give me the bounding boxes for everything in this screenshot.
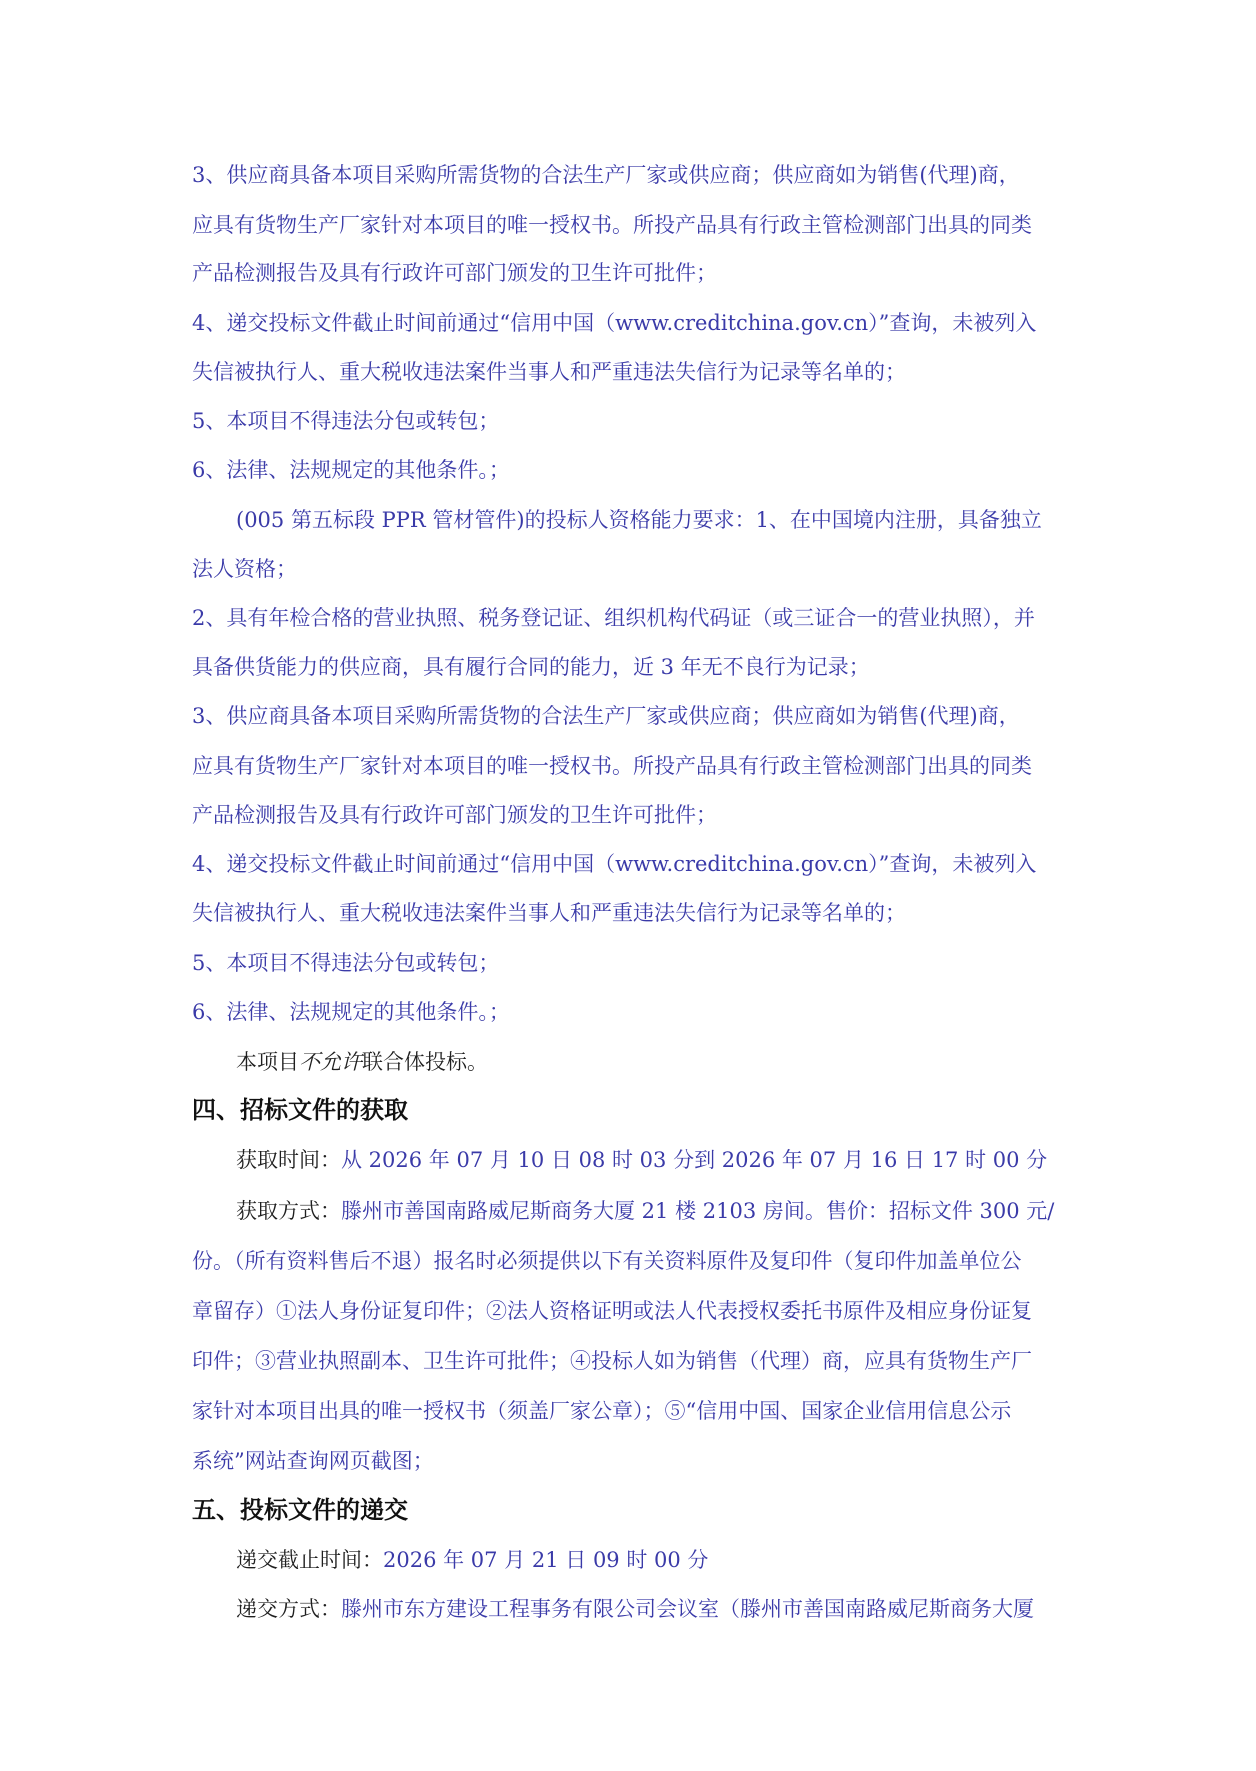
paragraph-line: 章留存）①法人身份证复印件；②法人资格证明或法人代表授权委托书原件及相应身份证复 <box>192 1299 1032 1323</box>
submit-deadline <box>236 1545 708 1575</box>
obtain-method-label: 获取方式： <box>236 1199 341 1223</box>
paragraph-line: 法人资格； <box>192 557 297 581</box>
paragraph-line: 失信被执行人、重大税收违法案件当事人和严重违法失信行为记录等名单的； <box>192 360 906 384</box>
submit-method-value: 滕州市东方建设工程事务有限公司会议室（滕州市善国南路威尼斯商务大厦 <box>341 1597 1034 1621</box>
submit-method-label: 递交方式： <box>236 1597 341 1621</box>
section-heading-submit: 五、投标文件的递交 <box>192 1496 408 1524</box>
paragraph-line: 份。（所有资料售后不退）报名时必须提供以下有关资料原件及复印件（复印件加盖单位公 <box>192 1249 1022 1273</box>
consortium-value: 不允许 <box>299 1050 362 1074</box>
paragraph-line: 家针对本项目出具的唯一授权书（须盖厂家公章）；⑤“信用中国、国家企业信用信息公示 <box>192 1399 1012 1423</box>
obtain-method <box>236 1196 1054 1226</box>
paragraph-line: 印件；③营业执照副本、卫生许可批件；④投标人如为销售（代理）商，应具有货物生产厂 <box>192 1349 1032 1373</box>
consortium-statement <box>236 1047 488 1077</box>
paragraph-line: 3、供应商具备本项目采购所需货物的合法生产厂家或供应商；供应商如为销售(代理)商， <box>192 704 1020 728</box>
obtain-method-value: 滕州市善国南路威尼斯商务大厦 21 楼 2103 房间。售价：招标文件 300 元/ <box>341 1199 1055 1223</box>
paragraph-line: 应具有货物生产厂家针对本项目的唯一授权书。所投产品具有行政主管检测部门出具的同类 <box>192 213 1032 237</box>
paragraph-line: 系统”网站查询网页截图； <box>192 1449 434 1473</box>
deadline-value: 2026 年 07 月 21 日 09 时 00 分 <box>383 1548 709 1572</box>
paragraph-line: 4、递交投标文件截止时间前通过“信用中国（www.creditchina.gov.cn）”查询，未被列入 <box>192 311 1037 335</box>
obtain-time-label: 获取时间： <box>236 1148 341 1172</box>
obtain-time-value: 从 2026 年 07 月 10 日 08 时 03 分到 2026 年 07 月 16 日 17 时 00 分 <box>341 1148 1048 1172</box>
consortium-prefix: 本项目 <box>236 1050 299 1074</box>
paragraph-line: 4、递交投标文件截止时间前通过“信用中国（www.creditchina.gov.cn）”查询，未被列入 <box>192 852 1037 876</box>
paragraph-line: 6、法律、法规规定的其他条件。； <box>192 1000 510 1024</box>
paragraph-line: 产品检测报告及具有行政许可部门颁发的卫生许可批件； <box>192 803 717 827</box>
paragraph-line: 5、本项目不得违法分包或转包； <box>192 951 500 975</box>
section-heading-obtain: 四、招标文件的获取 <box>192 1096 408 1124</box>
paragraph-line: 5、本项目不得违法分包或转包； <box>192 409 500 433</box>
submit-method <box>236 1594 1034 1624</box>
lot5-requirements: (005 第五标段 PPR 管材管件)的投标人资格能力要求：1、在中国境内注册，具备独立 <box>236 508 1042 532</box>
obtain-time <box>236 1145 1047 1175</box>
paragraph-line: 3、供应商具备本项目采购所需货物的合法生产厂家或供应商；供应商如为销售(代理)商， <box>192 163 1020 187</box>
consortium-suffix: 联合体投标。 <box>362 1050 488 1074</box>
paragraph-line: 应具有货物生产厂家针对本项目的唯一授权书。所投产品具有行政主管检测部门出具的同类 <box>192 754 1032 778</box>
paragraph-line: 失信被执行人、重大税收违法案件当事人和严重违法失信行为记录等名单的； <box>192 901 906 925</box>
paragraph-line: 6、法律、法规规定的其他条件。； <box>192 458 510 482</box>
paragraph-line: 2、具有年检合格的营业执照、税务登记证、组织机构代码证（或三证合一的营业执照），并 <box>192 606 1035 630</box>
deadline-label: 递交截止时间： <box>236 1548 383 1572</box>
paragraph-line: 产品检测报告及具有行政许可部门颁发的卫生许可批件； <box>192 261 717 285</box>
paragraph-line: 具备供货能力的供应商，具有履行合同的能力，近 3 年无不良行为记录； <box>192 655 870 679</box>
